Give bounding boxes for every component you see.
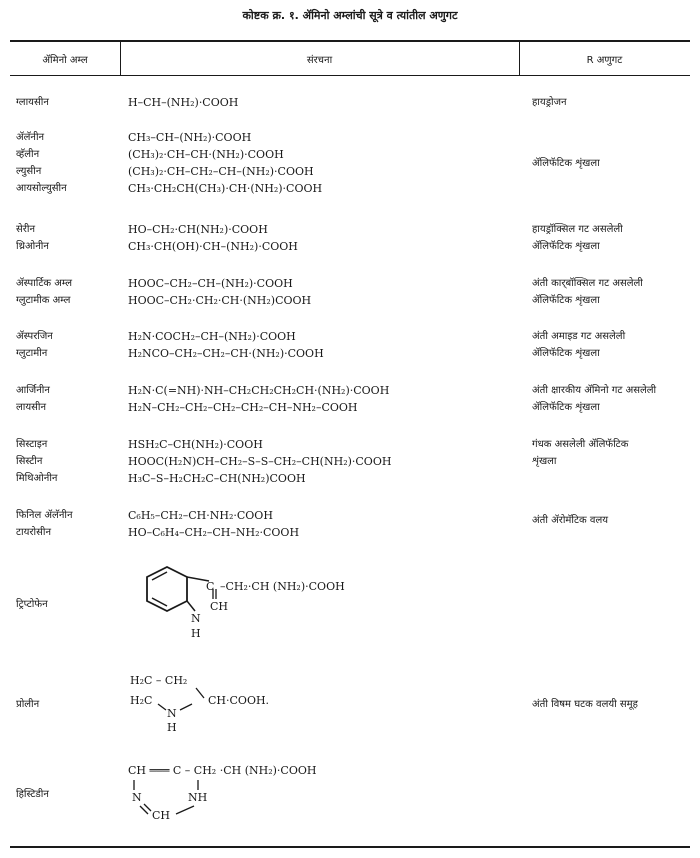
amino-acid-name: सेरीन (16, 224, 35, 235)
amino-acid-name: ग्लायसीन (16, 97, 49, 108)
structure-formula: HOOC–CH₂·CH₂·CH·(NH₂)COOH (128, 294, 312, 307)
amino-acid-name: ल्युसीन (16, 166, 42, 177)
tryptophan-c-label: C (206, 580, 215, 593)
tryptophan-n-label: N (191, 612, 201, 625)
top-rule (10, 40, 690, 42)
proline-n-label: N (167, 707, 177, 720)
structure-formula: H₃C–S–H₂CH₂C–CH(NH₂)COOH (128, 472, 306, 485)
structure-formula: C₆H₅–CH₂–CH·NH₂·COOH (128, 509, 273, 522)
proline-ring-bonds (150, 686, 210, 714)
structure-formula: CH₃–CH–(NH₂)·COOH (128, 131, 252, 144)
structure-formula: H₂N–CH₂–CH₂–CH₂–CH₂–CH–NH₂–COOH (128, 401, 358, 414)
r-group-label: हायड्रोजन (532, 97, 567, 108)
proline-left: H₂C (130, 694, 153, 707)
r-group-label: ॲलिफॅटिक शृंखला (532, 241, 600, 252)
structure-formula: HOOC(H₂N)CH–CH₂–S–S–CH₂–CH(NH₂)·COOH (128, 455, 392, 468)
amino-acid-name: आर्जिनीन (16, 385, 50, 396)
histidine-bottom: CH (152, 809, 171, 822)
histidine-nh-label: NH (188, 791, 208, 804)
structure-formula: CH₃·CH(OH)·CH–(NH₂)·COOH (128, 240, 298, 253)
tryptophan-ch-label: CH (210, 600, 229, 613)
r-group-label: अंती कार्‌बॉक्सिल गट असलेली (532, 278, 643, 289)
structure-formula: HO–C₆H₄–CH₂–CH–NH₂·COOH (128, 526, 300, 539)
structure-formula: (CH₃)₂·CH–CH₂–CH–(NH₂)·COOH (128, 165, 314, 178)
histidine-top: CH ═══ C – CH₂ ·CH (NH₂)·COOH (128, 764, 317, 777)
r-group-label: ॲलिफॅटिक शृंखला (532, 158, 600, 169)
r-group-label: अंती विषम घटक वलयी समूह (532, 699, 638, 710)
amino-acid-name: फिनिल ॲलॅनीन (16, 510, 73, 521)
amino-acid-name: ॲलॅनीन (16, 132, 45, 143)
amino-acid-name: ॲस्पार्टिक अम्ल (16, 278, 73, 289)
structure-formula: H–CH–(NH₂)·COOH (128, 96, 239, 109)
tryptophan-chain: –CH₂·CH (NH₂)·COOH (220, 580, 345, 593)
structure-formula: HO–CH₂·CH(NH₂)·COOH (128, 223, 268, 236)
structure-formula: HOOC–CH₂–CH–(NH₂)·COOH (128, 277, 293, 290)
proline-right: CH·COOH. (208, 694, 270, 707)
amino-acid-name: व्हॅलीन (16, 149, 40, 160)
amino-acid-name: आयसोल्युसीन (16, 183, 67, 194)
amino-acid-name: ग्लुटामीन (16, 348, 48, 359)
bottom-rule (10, 846, 690, 848)
histidine-n-label: N (132, 791, 142, 804)
r-group-label: ॲलिफॅटिक शृंखला (532, 295, 600, 306)
amino-acid-name: ट्रिप्टोफेन (16, 599, 48, 610)
structure-formula: H₂NCO–CH₂–CH₂–CH·(NH₂)·COOH (128, 347, 324, 360)
amino-acid-name: मिथिओनीन (16, 473, 58, 484)
header-rule (10, 75, 690, 76)
amino-acid-name: लायसीन (16, 402, 47, 413)
r-group-label: हायड्रॉक्सिल गट असलेली (532, 224, 623, 235)
header-r-group: R अणुगट (586, 55, 623, 66)
amino-acid-name: ॲस्परजिन (16, 331, 53, 342)
proline-top: H₂C – CH₂ (130, 674, 188, 687)
structure-formula: H₂N·COCH₂–CH–(NH₂)·COOH (128, 330, 296, 343)
amino-acid-name: सिस्टीन (16, 456, 43, 467)
tryptophan-h-label: H (191, 627, 201, 640)
structure-formula: (CH₃)₂·CH–CH·(NH₂)·COOH (128, 148, 284, 161)
table-caption: कोष्टक क्र. १. ॲमिनो अम्लांची सूत्रे व त्यांतील अणुगट (242, 9, 458, 22)
r-group-label: गंधक असलेली ॲलिफॅटिक (532, 439, 629, 450)
structure-formula: HSH₂C–CH(NH₂)·COOH (128, 438, 263, 451)
amino-acid-name: टायरोसीन (16, 527, 52, 538)
r-group-label: अंती ॲरोमॅटिक वलय (532, 515, 609, 526)
r-group-label: शृंखला (532, 456, 557, 467)
r-group-label: अंती अमाइड गट असलेली (532, 331, 626, 342)
amino-acid-name: थ्रिओनीन (16, 241, 49, 252)
amino-acid-name: प्रोलीन (16, 699, 40, 710)
structure-formula: CH₃·CH₂CH(CH₃)·CH·(NH₂)·COOH (128, 182, 323, 195)
amino-acid-name: हिस्टिडीन (16, 789, 49, 800)
r-group-label: ॲलिफॅटिक शृंखला (532, 348, 600, 359)
amino-acid-name: सिस्टाइन (16, 439, 48, 450)
header-structure: संरचना (306, 55, 333, 66)
header-amino-acid: ॲमिनो अम्ल (42, 55, 88, 66)
r-group-label: अंती क्षारकीय ॲमिनो गट असलेली (532, 385, 657, 396)
structure-formula: H₂N·C(=NH)·NH–CH₂CH₂CH₂CH·(NH₂)·COOH (128, 384, 390, 397)
proline-h-label: H (167, 721, 177, 734)
amino-acid-name: ग्लुटामीक अम्ल (16, 295, 71, 306)
r-group-label: ॲलिफॅटिक शृंखला (532, 402, 600, 413)
